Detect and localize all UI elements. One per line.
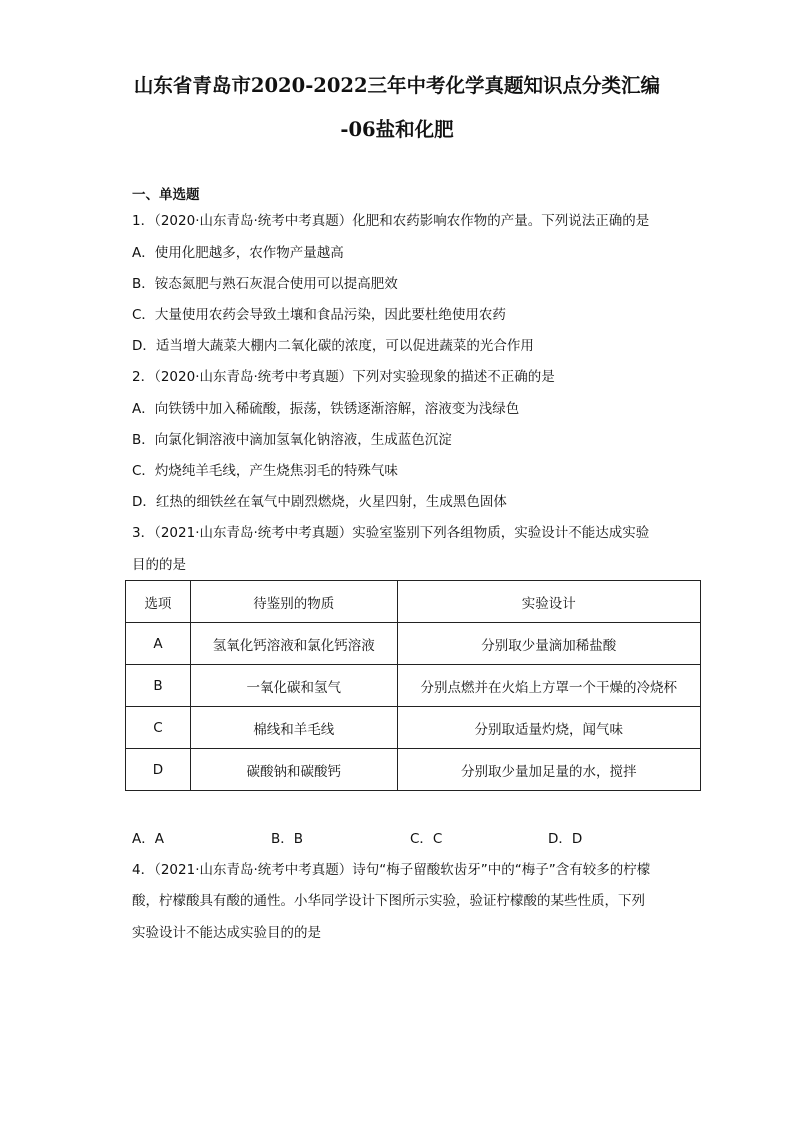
question-3-choice-a: A．A — [132, 831, 164, 847]
question-2-option-d: D．红热的细铁丝在氧气中剧烈燃烧，火星四射，生成黑色固体 — [132, 494, 507, 510]
question-1-stem: 1．（2020·山东青岛·统考中考真题）化肥和农药影响农作物的产量。下列说法正确的是 — [132, 213, 650, 229]
table-cell: D — [126, 749, 191, 791]
question-2-option-b: B．向氯化铜溶液中滴加氢氧化钠溶液，生成蓝色沉淀 — [132, 432, 452, 448]
question-1-option-d: D．适当增大蔬菜大棚内二氧化碳的浓度，可以促进蔬菜的光合作用 — [132, 338, 534, 354]
section-heading: 一、单选题 — [132, 187, 200, 203]
table-cell: 碳酸钠和碳酸钙 — [190, 749, 397, 791]
question-4-line-3: 实验设计不能达成实验目的的是 — [132, 925, 321, 941]
document-title-line-1: 山东省青岛市2020-2022三年中考化学真题知识点分类汇编 — [133, 74, 661, 97]
question-2-option-a: A．向铁锈中加入稀硫酸，振荡，铁锈逐渐溶解，溶液变为浅绿色 — [132, 401, 520, 417]
table-row — [126, 623, 701, 665]
question-1-option-a: A．使用化肥越多，农作物产量越高 — [132, 245, 344, 261]
question-3-stem-line-1: 3．（2021·山东青岛·统考中考真题）实验室鉴别下列各组物质，实验设计不能达成实验 — [132, 525, 650, 541]
document-title-line-2: -06盐和化肥 — [340, 118, 454, 141]
table-cell: B — [126, 665, 191, 707]
table-cell: C — [126, 707, 191, 749]
question-2-option-c: C．灼烧纯羊毛线，产生烧焦羽毛的特殊气味 — [132, 463, 398, 479]
question-4-line-1: 4．（2021·山东青岛·统考中考真题）诗句“梅子留酸软齿牙”中的“梅子”含有较多的柠檬 — [132, 862, 651, 878]
table-header-cell: 待鉴别的物质 — [190, 581, 397, 623]
table-cell: 一氧化碳和氢气 — [190, 665, 397, 707]
table-row — [126, 749, 701, 791]
table-header-cell: 实验设计 — [397, 581, 700, 623]
table-cell: 分别点燃并在火焰上方罩一个干燥的冷烧杯 — [397, 665, 700, 707]
table-row — [126, 707, 701, 749]
question-3-table — [125, 580, 701, 791]
table-header-row — [126, 581, 701, 623]
question-1-option-b: B．铵态氮肥与熟石灰混合使用可以提高肥效 — [132, 276, 398, 292]
table-cell: 氢氧化钙溶液和氯化钙溶液 — [190, 623, 397, 665]
table-cell: 分别取少量滴加稀盐酸 — [397, 623, 700, 665]
question-3-choice-d: D．D — [548, 831, 583, 847]
table-header-cell: 选项 — [126, 581, 191, 623]
question-2-stem: 2．（2020·山东青岛·统考中考真题）下列对实验现象的描述不正确的是 — [132, 369, 555, 385]
table-cell: 棉线和羊毛线 — [190, 707, 397, 749]
question-3-stem-line-2: 目的的是 — [132, 557, 186, 573]
table-cell: 分别取适量灼烧，闻气味 — [397, 707, 700, 749]
table-cell: A — [126, 623, 191, 665]
question-3-choice-b: B．B — [271, 831, 304, 847]
table-cell: 分别取少量加足量的水，搅拌 — [397, 749, 700, 791]
question-1-option-c: C．大量使用农药会导致土壤和食品污染，因此要杜绝使用农药 — [132, 307, 506, 323]
table-row — [126, 665, 701, 707]
question-3-choice-c: C．C — [410, 831, 443, 847]
question-4-line-2: 酸，柠檬酸具有酸的通性。小华同学设计下图所示实验，验证柠檬酸的某些性质，下列 — [132, 893, 645, 909]
